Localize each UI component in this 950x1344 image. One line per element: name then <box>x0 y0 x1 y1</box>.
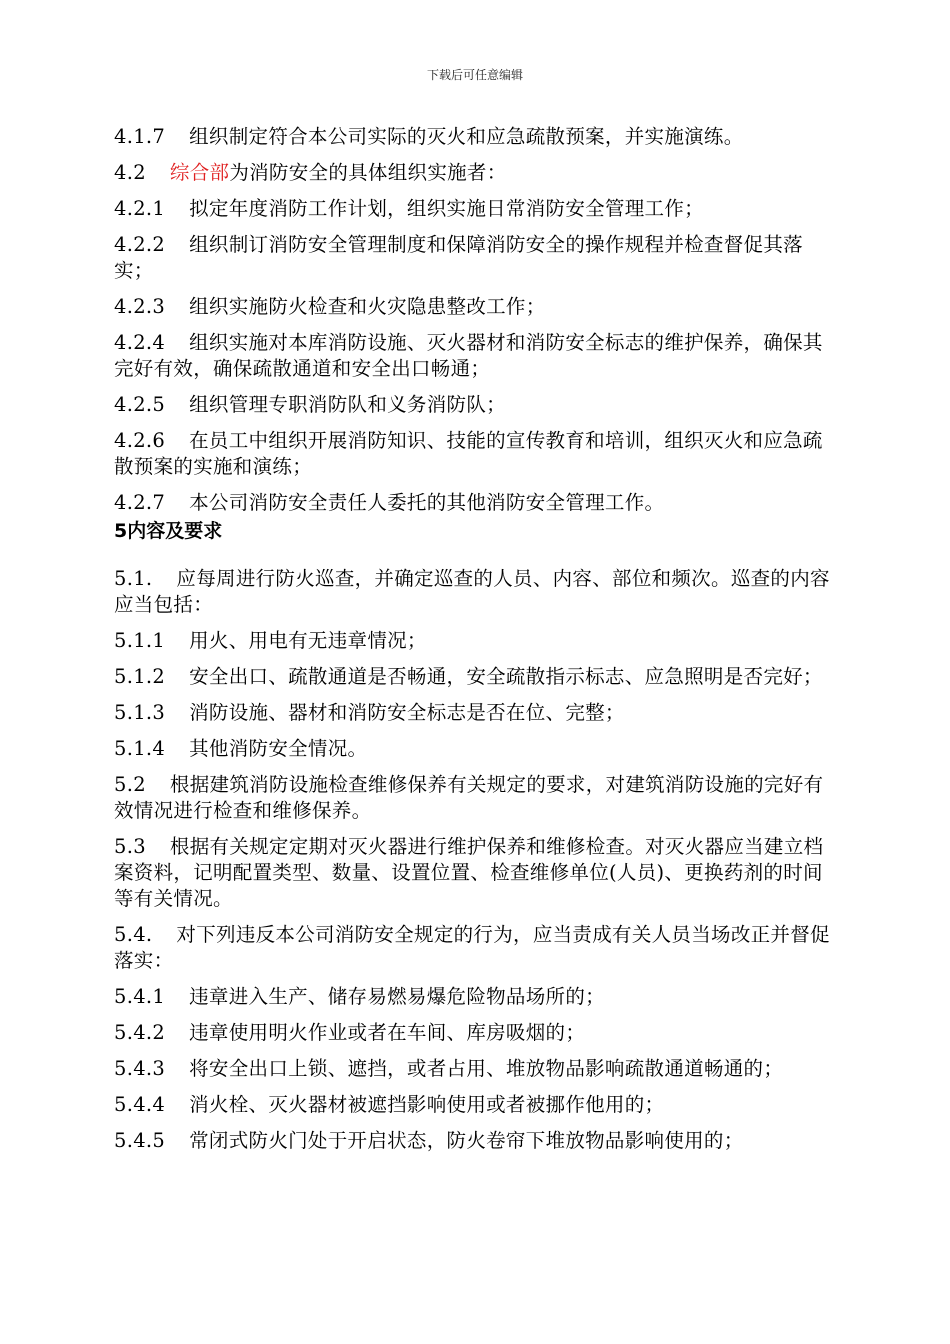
clause-5-1-1 <box>114 628 834 654</box>
clause-5-4-3 <box>114 1056 834 1082</box>
clause-4-2-3 <box>114 294 834 320</box>
clause-number: 5.4.1 <box>114 985 166 1008</box>
clause-5-1-2 <box>114 664 834 690</box>
clause-4-2-7 <box>114 490 834 516</box>
clause-number: 5.1. <box>114 567 153 590</box>
clause-number: 4.2.2 <box>114 233 166 256</box>
clause-4-2-5 <box>114 392 834 418</box>
clause-text: 组织实施防火检查和火灾隐患整改工作； <box>189 295 546 318</box>
clause-text: 应每周进行防火巡查，并确定巡查的人员、内容、部位和频次。巡查的内容应当包括： <box>114 567 830 616</box>
clause-text: 用火、用电有无违章情况； <box>189 629 427 652</box>
page-header: 下载后可任意编辑 <box>426 68 523 82</box>
clause-5-4-1 <box>114 984 834 1010</box>
clause-4-2-6 <box>114 428 834 480</box>
clause-text: 拟定年度消防工作计划，组织实施日常消防安全管理工作； <box>189 197 704 220</box>
clause-text: 组织制定符合本公司实际的灭火和应急疏散预案，并实施演练。 <box>189 125 744 148</box>
clause-text: 消火栓、灭火器材被遮挡影响使用或者被挪作他用的； <box>189 1093 665 1116</box>
clause-5-1-3 <box>114 700 834 726</box>
clause-text: 组织制订消防安全管理制度和保障消防安全的操作规程并检查督促其落实； <box>114 233 803 282</box>
clause-number: 4.2.6 <box>114 429 166 452</box>
clause-4-2-1 <box>114 196 834 222</box>
clause-4-1-7 <box>114 124 834 150</box>
clause-text: 安全出口、疏散通道是否畅通，安全疏散指示标志、应急照明是否完好； <box>189 665 823 688</box>
clause-5-4-2 <box>114 1020 834 1046</box>
clause-5-4-5 <box>114 1128 834 1154</box>
document-body <box>114 124 834 1164</box>
clause-number: 5.4.3 <box>114 1057 166 1080</box>
clause-text: 组织实施对本库消防设施、灭火器材和消防安全标志的维护保养，确保其完好有效，确保疏散通道和安全出口畅通； <box>114 331 823 380</box>
clause-5-4 <box>114 922 834 974</box>
clause-text: 常闭式防火门处于开启状态，防火卷帘下堆放物品影响使用的； <box>189 1129 744 1152</box>
clause-4-2-2 <box>114 232 834 284</box>
clause-number: 5.1.4 <box>114 737 166 760</box>
clause-5-4-4 <box>114 1092 834 1118</box>
clause-number: 4.2.7 <box>114 491 166 514</box>
clause-number: 5.1.2 <box>114 665 166 688</box>
clause-text: 本公司消防安全责任人委托的其他消防安全管理工作。 <box>189 491 665 514</box>
clause-number: 5.4.4 <box>114 1093 166 1116</box>
clause-text: 组织管理专职消防队和义务消防队； <box>189 393 506 416</box>
clause-number: 4.2 <box>114 161 146 184</box>
clause-number: 5.2 <box>114 773 146 796</box>
clause-number: 5.4. <box>114 923 153 946</box>
clause-5-1 <box>114 566 834 618</box>
clause-text: 其他消防安全情况。 <box>189 737 368 760</box>
clause-5-3 <box>114 834 834 912</box>
clause-number: 5.3 <box>114 835 146 858</box>
clause-5-1-4 <box>114 736 834 762</box>
clause-number: 5.4.2 <box>114 1021 166 1044</box>
clause-text: 在员工中组织开展消防知识、技能的宣传教育和培训，组织灭火和应急疏散预案的实施和演练； <box>114 429 823 478</box>
section-heading: 5内容及要求 <box>114 520 223 542</box>
clause-number: 4.1.7 <box>114 125 166 148</box>
clause-number: 4.2.5 <box>114 393 166 416</box>
department-name-highlight: 综合部 <box>169 161 230 184</box>
clause-text: 将安全出口上锁、遮挡，或者占用、堆放物品影响疏散通道畅通的； <box>189 1057 784 1080</box>
clause-number: 5.1.1 <box>114 629 166 652</box>
clause-text: 违章进入生产、储存易燃易爆危险物品场所的； <box>189 985 605 1008</box>
clause-number: 4.2.1 <box>114 197 166 220</box>
clause-text: 消防设施、器材和消防安全标志是否在位、完整； <box>189 701 625 724</box>
clause-number: 4.2.4 <box>114 331 166 354</box>
clause-5-2 <box>114 772 834 824</box>
clause-number: 5.1.3 <box>114 701 166 724</box>
clause-4-2 <box>114 160 834 186</box>
clause-4-2-4 <box>114 330 834 382</box>
clause-number: 5.4.5 <box>114 1129 166 1152</box>
clause-text: 对下列违反本公司消防安全规定的行为，应当责成有关人员当场改正并督促落实： <box>114 923 830 972</box>
clause-number: 4.2.3 <box>114 295 166 318</box>
clause-text: 违章使用明火作业或者在车间、库房吸烟的； <box>189 1021 586 1044</box>
clause-text: 为消防安全的具体组织实施者： <box>229 161 507 184</box>
clause-text: 根据有关规定定期对灭火器进行维护保养和维修检查。对灭火器应当建立档案资料，记明配置类型、数量、设置位置、检查维修单位(人员)、更换药剂的时间等有关情况。 <box>114 835 824 910</box>
clause-text: 根据建筑消防设施检查维修保养有关规定的要求，对建筑消防设施的完好有效情况进行检查和维修保养。 <box>114 773 824 822</box>
